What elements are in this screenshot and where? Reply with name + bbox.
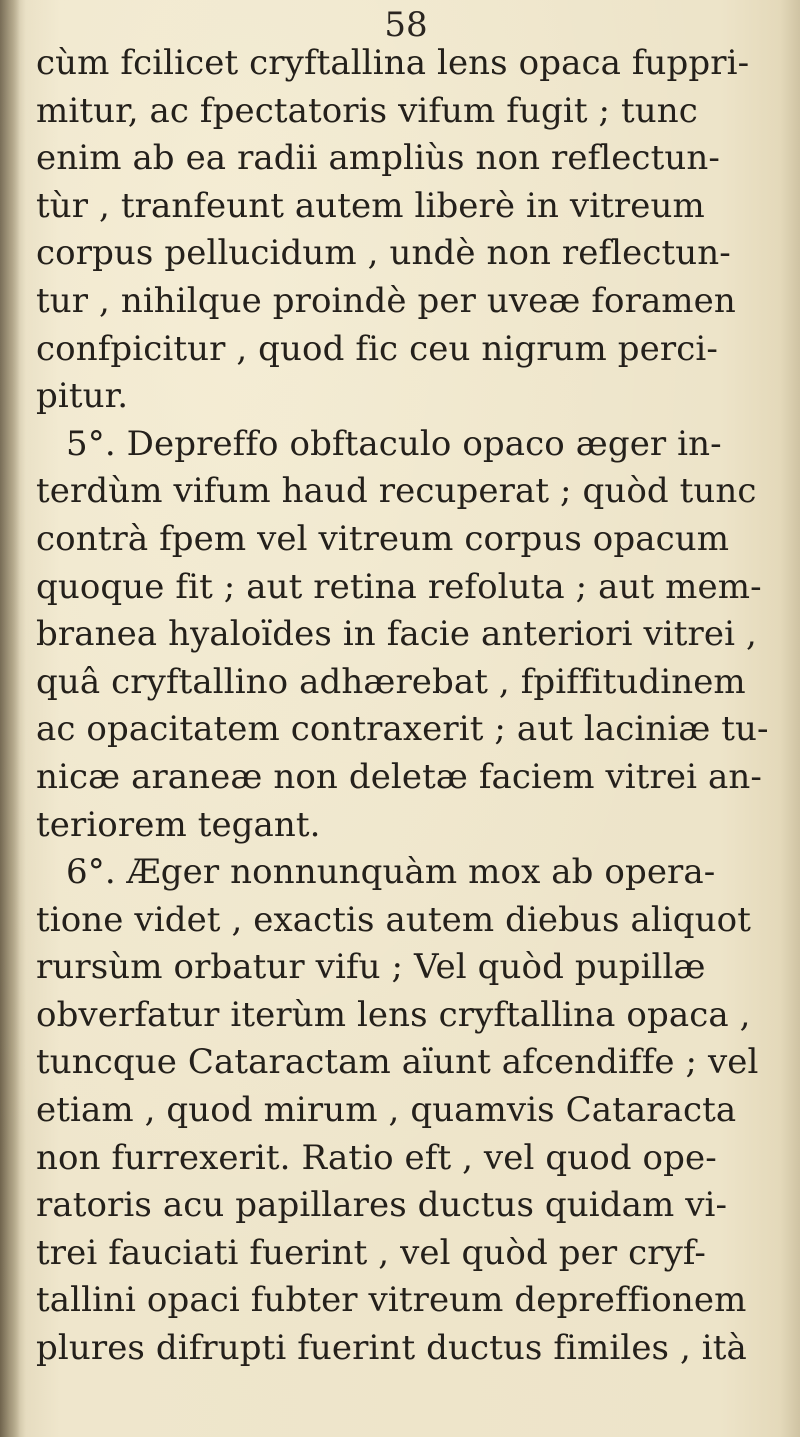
text-line: obverfatur iterùm lens cryftallina opaca , xyxy=(36,994,751,1035)
text-line: mitur, ac fpectatoris vifum fugit ; tunc xyxy=(36,90,698,131)
text-line: pitur. xyxy=(36,376,129,417)
text-line: confpicitur , quod fic ceu nigrum perci- xyxy=(36,328,718,369)
text-line: plures difrupti fuerint ductus fimiles , ità xyxy=(36,1328,747,1369)
text-line: tur , nihilque proindè per uveæ foramen xyxy=(36,280,736,321)
text-line: quoque fit ; aut retina refoluta ; aut mem- xyxy=(36,566,762,607)
text-line: ratoris acu papillares ductus quidam vi- xyxy=(36,1185,728,1226)
text-line: branea hyaloïdes in facie anteriori vitrei , xyxy=(36,614,757,655)
text-line: ac opacitatem contraxerit ; aut laciniæ tu- xyxy=(36,709,769,750)
text-line: tuncque Cataractam aïunt afcendiffe ; vel xyxy=(36,1042,759,1083)
text-line: quâ cryftallino adhærebat , fpiffitudinem xyxy=(36,661,746,702)
text-line: tione videt , exactis autem diebus aliquot xyxy=(36,899,751,940)
body-text xyxy=(36,40,798,1373)
text-line: 5°. Depreffo obftaculo opaco æger in- xyxy=(66,423,722,464)
text-line: terdùm vifum haud recuperat ; quòd tunc xyxy=(36,471,757,512)
text-line: contrà fpem vel vitreum corpus opacum xyxy=(36,518,730,559)
text-line: rursùm orbatur vifu ; Vel quòd pupillæ xyxy=(36,947,706,988)
text-line: cùm fcilicet cryftallina lens opaca fuppri- xyxy=(36,43,750,83)
text-line: enim ab ea radii ampliùs non reflectun- xyxy=(36,138,720,179)
page-number: 58 xyxy=(384,5,428,45)
text-line: corpus pellucidum , undè non reflectun- xyxy=(36,233,731,274)
text-line: tùr , tranfeunt autem liberè in vitreum xyxy=(36,185,705,226)
page-gutter-shadow xyxy=(0,0,20,1437)
text-line: etiam , quod mirum , quamvis Cataracta xyxy=(36,1090,737,1131)
text-line: non furrexerit. Ratio eft , vel quod ope- xyxy=(36,1137,717,1178)
text-line: trei fauciati fuerint , vel quòd per cryf- xyxy=(36,1232,706,1273)
text-line: 6°. Æger nonnunquàm mox ab opera- xyxy=(66,852,716,893)
text-line: nicæ araneæ non deletæ faciem vitrei an- xyxy=(36,756,762,797)
text-line: teriorem tegant. xyxy=(36,804,321,845)
text-line: tallini opaci fubter vitreum depreffionem xyxy=(36,1280,747,1321)
